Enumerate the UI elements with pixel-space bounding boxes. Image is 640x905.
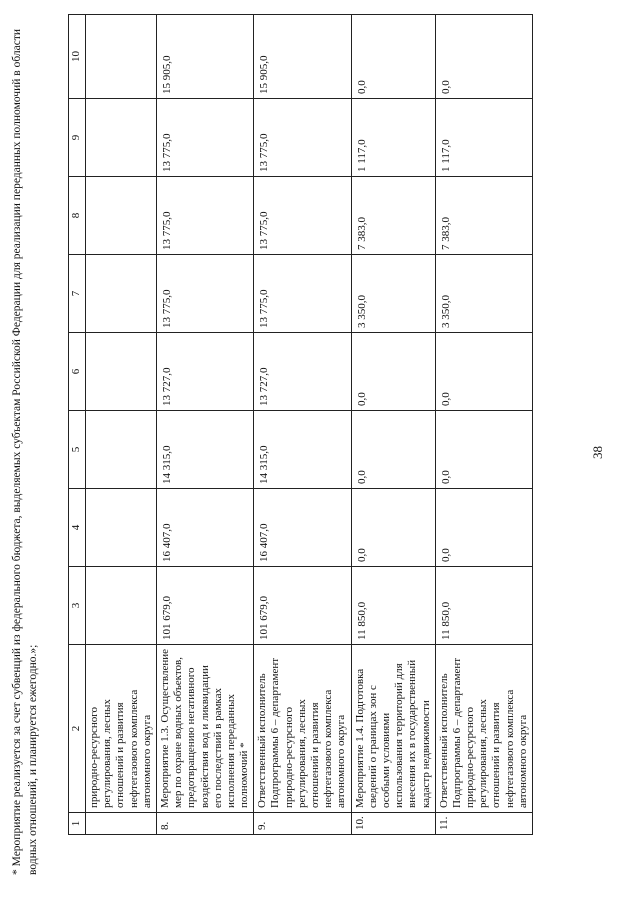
- column-header: 8: [69, 177, 86, 255]
- row-number: 8.: [156, 813, 253, 835]
- table-row: [156, 15, 253, 835]
- footnote: * Мероприятие реализуется за счет субвенций из федерального бюджета, выделяемых субъектам Российской Федерации для реализации переданных полномочий в области водных отношений, и планируется ежегодно.»;: [11, 28, 39, 875]
- row-number: 9.: [254, 813, 351, 835]
- value-cell: [86, 177, 157, 255]
- value-cell: 0,0: [351, 411, 435, 489]
- value-cell: 13 775,0: [156, 255, 253, 333]
- column-number-row: [69, 15, 86, 835]
- table-row: [254, 15, 351, 835]
- column-header: 3: [69, 567, 86, 645]
- value-cell: 16 407,0: [254, 489, 351, 567]
- value-cell: 13 775,0: [156, 177, 253, 255]
- column-header: 6: [69, 333, 86, 411]
- value-cell: [86, 15, 157, 99]
- value-cell: [86, 99, 157, 177]
- value-cell: 3 350,0: [435, 255, 532, 333]
- value-cell: [86, 411, 157, 489]
- value-cell: [86, 333, 157, 411]
- value-cell: 0,0: [435, 15, 532, 99]
- row-description: Ответственный исполнитель Подпрограммы 6 – департамент природно-ресурсного регулирования, лесных отношений и развития нефтегазового комплекса автономного округа: [254, 645, 351, 813]
- value-cell: 0,0: [351, 15, 435, 99]
- value-cell: 3 350,0: [351, 255, 435, 333]
- column-header: 5: [69, 411, 86, 489]
- page-number: 38: [590, 446, 605, 459]
- value-cell: 14 315,0: [254, 411, 351, 489]
- value-cell: 11 850,0: [351, 567, 435, 645]
- value-cell: 13 727,0: [254, 333, 351, 411]
- value-cell: 0,0: [435, 333, 532, 411]
- column-header: 4: [69, 489, 86, 567]
- value-cell: 0,0: [351, 333, 435, 411]
- value-cell: 13 775,0: [254, 255, 351, 333]
- column-header: 1: [69, 813, 86, 835]
- value-cell: 0,0: [435, 411, 532, 489]
- value-cell: 0,0: [435, 489, 532, 567]
- value-cell: 16 407,0: [156, 489, 253, 567]
- value-cell: 13 775,0: [254, 99, 351, 177]
- value-cell: 101 679,0: [156, 567, 253, 645]
- value-cell: 13 775,0: [156, 99, 253, 177]
- value-cell: [86, 255, 157, 333]
- column-header: 10: [69, 15, 86, 99]
- value-cell: 15 905,0: [156, 15, 253, 99]
- value-cell: 101 679,0: [254, 567, 351, 645]
- value-cell: [86, 489, 157, 567]
- row-description: Мероприятие 1.4. Подготовка сведений о границах зон с особыми условиями использования территорий для внесения их в государственный кадастр недвижимости: [351, 645, 435, 813]
- value-cell: 14 315,0: [156, 411, 253, 489]
- value-cell: 15 905,0: [254, 15, 351, 99]
- table-row: [435, 15, 532, 835]
- value-cell: [86, 567, 157, 645]
- value-cell: 1 117,0: [435, 99, 532, 177]
- column-header: 9: [69, 99, 86, 177]
- value-cell: 1 117,0: [351, 99, 435, 177]
- row-number: 10.: [351, 813, 435, 835]
- table-row: [351, 15, 435, 835]
- column-header: 2: [69, 645, 86, 813]
- value-cell: 13 727,0: [156, 333, 253, 411]
- row-description: природно-ресурсного регулирования, лесных отношений и развития нефтегазового комплекса автономного округа: [86, 645, 157, 813]
- value-cell: 7 383,0: [351, 177, 435, 255]
- budget-table: [68, 14, 533, 835]
- row-description: Мероприятие 1.3. Осуществление мер по охране водных объектов, предотвращению негативного воздействия вод и ликвидации его последствий в рамках исполнения переданных полномочий *: [156, 645, 253, 813]
- value-cell: 13 775,0: [254, 177, 351, 255]
- column-header: 7: [69, 255, 86, 333]
- row-number: 11.: [435, 813, 532, 835]
- table-row: [86, 15, 157, 835]
- value-cell: 0,0: [351, 489, 435, 567]
- row-description: Ответственный исполнитель Подпрограммы 6 – департамент природно-ресурсного регулирования, лесных отношений и развития нефтегазового комплекса автономного округа: [435, 645, 532, 813]
- value-cell: 11 850,0: [435, 567, 532, 645]
- value-cell: 7 383,0: [435, 177, 532, 255]
- row-number: [86, 813, 157, 835]
